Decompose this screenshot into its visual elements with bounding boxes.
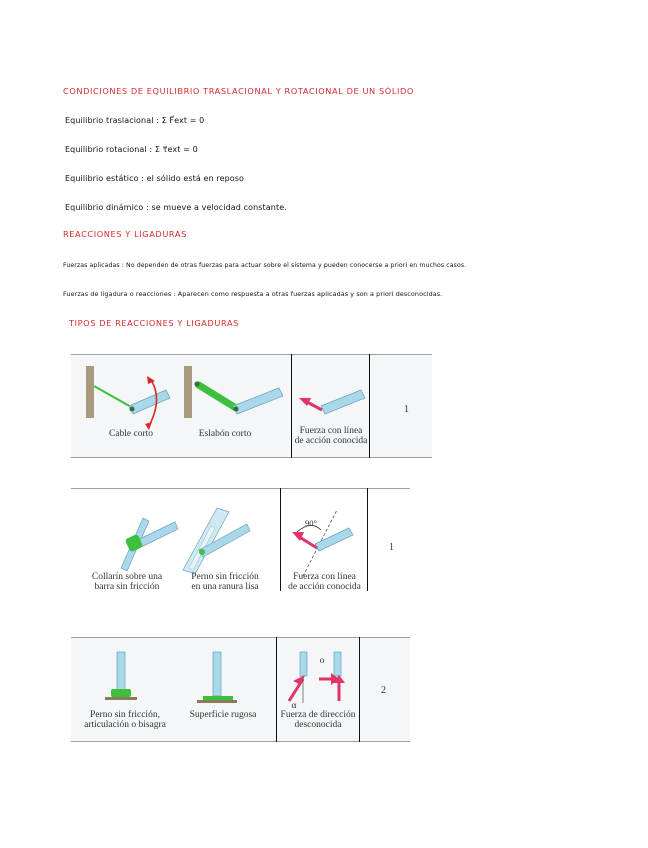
line-static-equilibrium: Equilibrio estático : el sólido está en reposo [65,174,245,183]
post [300,652,307,676]
figure-collar-slot [71,488,410,591]
line-applied-forces: Fuerzas aplicadas : No dependen de otras fuerzas para actuar sobre el sistema y pueden conocerse a priori en muchos casos. [63,262,467,269]
line-dynamic-equilibrium: Equilibrio dinámico : se mueve a velocidad constante. [65,203,287,212]
line-rotational-equilibrium: Equilibrio rotacional : Σ τ⃗ext = 0 [65,145,198,154]
caption-force-line-2: de acción conocida [288,582,361,592]
caption-collar-2: barra sin fricción [94,582,160,592]
caption-cable: Cable corto [108,429,154,439]
figure-1-drawing [71,354,432,458]
caption-link: Eslabón corto [198,429,252,439]
rod [321,390,365,414]
caption-force-line-2: de acción conocida [294,436,368,446]
caption-pin-2: articulación o bisagra [84,720,166,730]
unknowns-count: 1 [404,404,409,415]
caption-force-line-1: Fuerza con línea [293,572,356,582]
angle-label: 90° [305,518,317,528]
heading-equilibrium-conditions: CONDICIONES DE EQUILIBRIO TRASLACIONAL Y ROTACIONAL DE UN SÓLIDO [63,86,414,96]
unknowns-count: 2 [381,685,386,696]
line-constraint-forces: Fuerzas de ligadura o reacciones : Aparecen como respuesta a otras fuerzas aplicadas y son a priori desconocidas. [63,290,443,298]
figure-short-cable-link [71,354,432,458]
caption-slot-1: Perno sin fricción [191,572,259,582]
caption-pin-1: Perno sin fricción, [90,710,160,720]
line-translational-equilibrium: Equilibrio traslacional : Σ F⃗ext = 0 [65,116,205,125]
caption-slot-2: en una ranura lisa [191,582,259,592]
pin [234,407,239,412]
unknowns-count: 1 [389,542,394,553]
wall [184,366,192,418]
post [334,652,341,676]
rod [129,390,170,414]
pin [199,549,205,555]
post [213,652,221,696]
rod [315,528,353,551]
alpha-label: α [291,701,297,711]
rough-contact [203,696,233,700]
pin [195,382,200,387]
rod [233,388,283,414]
short-link [197,384,236,408]
post [117,652,125,694]
figure-pin-rough-surface [71,637,410,742]
caption-force-line-1: Fuerza de dirección [280,710,356,720]
hinge [111,689,131,697]
heading-reactions: REACCIONES Y LIGADURAS [63,229,187,239]
heading-reaction-types: TIPOS DE REACCIONES Y LIGADURAS [69,318,239,328]
or-label: o [319,656,325,666]
cable [94,386,133,408]
pin [130,407,135,412]
ground [197,700,237,703]
arrow-head-up [147,376,155,384]
force-arrow [301,538,317,548]
force-arrow [307,402,322,410]
caption-force-line-1: Fuerza con línea [299,426,363,436]
ground [105,697,137,700]
caption-force-line-2: desconocida [294,720,342,730]
caption-collar-1: Collarín sobre una [91,572,163,582]
caption-rough: Superficie rugosa [189,710,257,720]
wall [86,366,94,418]
